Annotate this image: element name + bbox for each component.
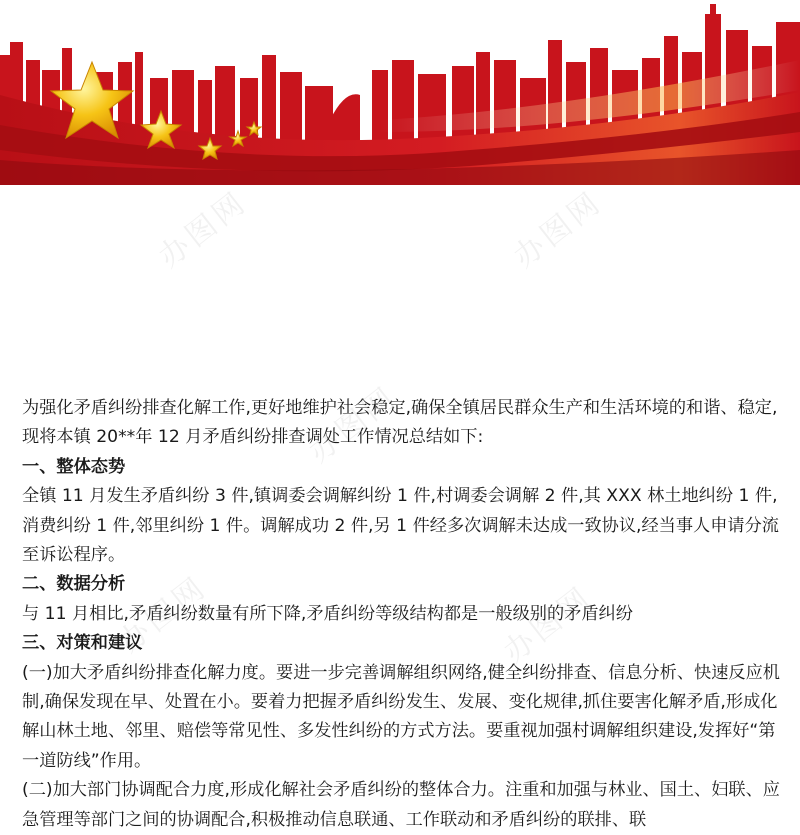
- intro-paragraph: 为强化矛盾纠纷排查化解工作,更好地维护社会稳定,确保全镇居民群众生产和生活环境的和谐、稳定,现将本镇 20**年 12 月矛盾纠纷排查调处工作情况总结如下:: [22, 398, 778, 448]
- watermark: 办图网: [507, 184, 610, 275]
- section-paragraph: (一)加大矛盾纠纷排查化解力度。要进一步完善调解组织网络,健全纠纷排查、信息分析、快速反应机制,确保发现在早、处置在小。要着力把握矛盾纠纷发生、发展、变化规律,抓住要害化解矛盾,形成化解山林土地、邻里、赔偿等常见性、多发性纠纷的方式方法。要重视加强村调解组织建设,发挥好“第一道防线”作用。: [22, 662, 780, 771]
- section-paragraph: 全镇 11 月发生矛盾纠纷 3 件,镇调委会调解纠纷 1 件,村调委会调解 2 件,其 XXX 林土地纠纷 1 件,消费纠纷 1 件,邻里纠纷 1 件。调解成功 2 件,另 1 件经多次调解未达成一致协议,经当事人申请分流至诉讼程序。: [22, 486, 779, 566]
- watermark: 办图网: [497, 579, 600, 670]
- section-heading: 二、数据分析: [22, 574, 126, 595]
- watermark: 办图网: [112, 569, 215, 660]
- section-paragraph: (二)加大部门协调配合力度,形成化解社会矛盾纠纷的整体合力。注重和加强与林业、国土、妇联、应急管理等部门之间的协调配合,积极推动信息联通、工作联动和矛盾纠纷的联排、联: [22, 780, 780, 830]
- section-paragraph: 与 11 月相比,矛盾纠纷数量有所下降,矛盾纠纷等级结构都是一般级别的矛盾纠纷: [22, 603, 633, 624]
- header-banner: [0, 0, 800, 185]
- watermark: 办图网: [302, 379, 405, 470]
- watermark: 办图网: [152, 184, 255, 275]
- city-skyline-illustration: [0, 0, 800, 185]
- document-body: [22, 394, 782, 835]
- section-heading: 三、对策和建议: [22, 633, 143, 654]
- section-heading: 一、整体态势: [22, 456, 126, 477]
